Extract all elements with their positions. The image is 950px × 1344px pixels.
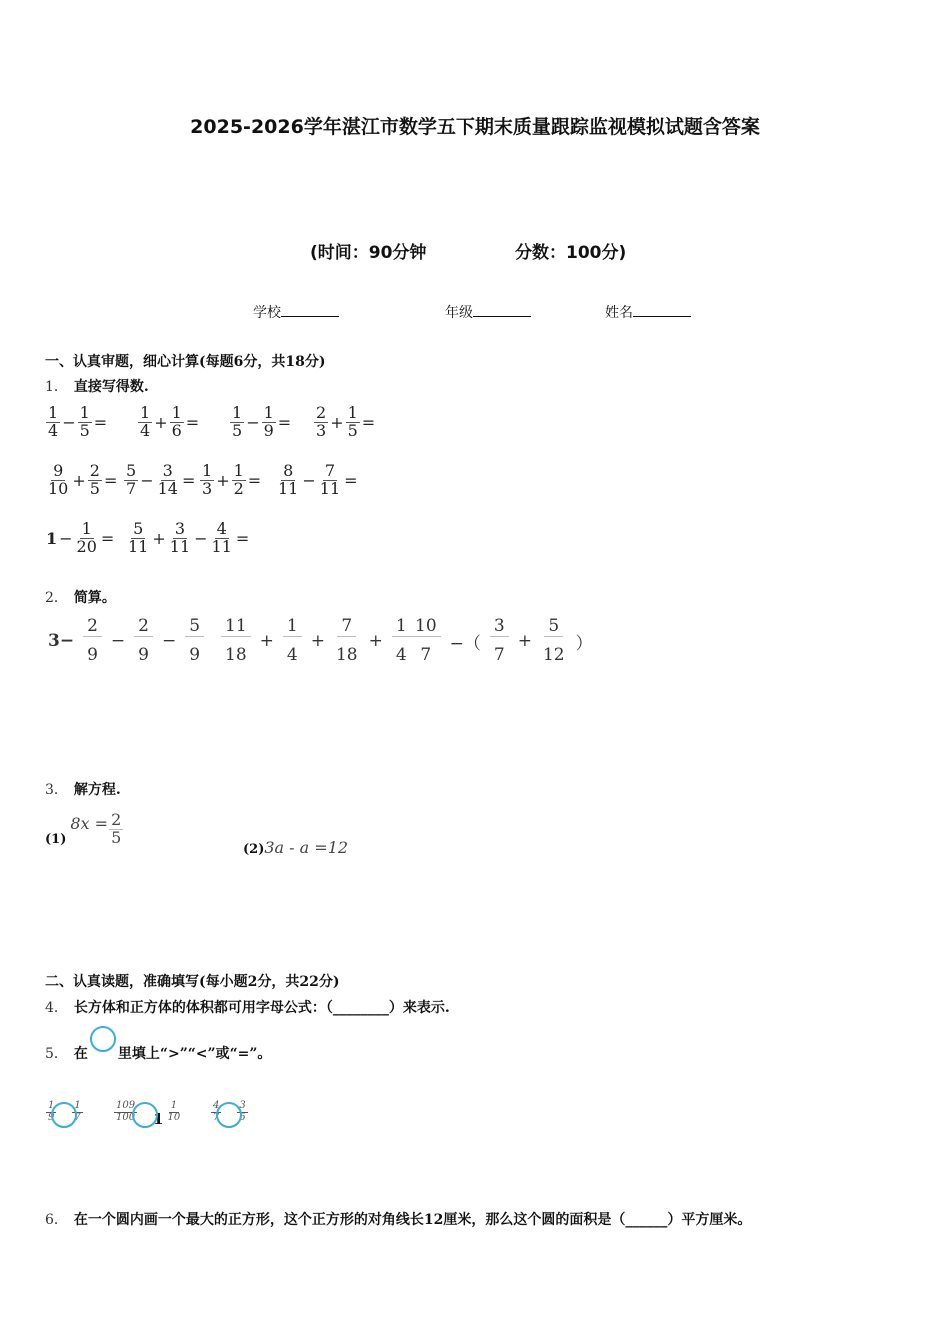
operator: + bbox=[154, 412, 168, 432]
fraction bbox=[210, 521, 234, 556]
fraction bbox=[230, 405, 244, 440]
operator: = bbox=[235, 528, 250, 548]
numerator: 1 bbox=[48, 1100, 55, 1111]
numerator: 1 bbox=[392, 618, 411, 637]
section-2-heading: 二、认真读题，准确填写(每小题2分，共22分) bbox=[45, 974, 340, 990]
question-number: 4． bbox=[45, 1000, 68, 1016]
operator: = bbox=[93, 412, 108, 432]
question-5 bbox=[45, 1043, 271, 1063]
operator: 1 bbox=[46, 528, 58, 548]
fraction bbox=[346, 405, 360, 440]
fraction bbox=[109, 812, 123, 847]
denominator: 5 bbox=[111, 827, 122, 847]
numerator: 2 bbox=[134, 618, 153, 637]
denominator: 20 bbox=[76, 536, 97, 556]
denominator: 5 bbox=[79, 420, 90, 440]
numerator: 2 bbox=[89, 461, 100, 480]
denominator: 4 bbox=[140, 420, 151, 440]
expression bbox=[215, 618, 417, 665]
name-field[interactable] bbox=[605, 302, 691, 322]
question-number: 5． bbox=[45, 1046, 68, 1062]
fraction bbox=[168, 521, 192, 556]
denominator: 7 bbox=[420, 644, 432, 665]
numerator: 1 bbox=[79, 403, 90, 422]
expression bbox=[45, 1096, 84, 1128]
denominator: 4 bbox=[395, 644, 407, 665]
denominator: 7 bbox=[493, 644, 505, 665]
fraction bbox=[46, 463, 70, 498]
school-label: 学校 bbox=[253, 305, 281, 321]
question-number: 1． bbox=[45, 379, 68, 395]
numerator: 5 bbox=[126, 461, 137, 480]
name-blank[interactable] bbox=[633, 304, 691, 317]
operator: − bbox=[59, 528, 73, 548]
denominator: 11 bbox=[169, 536, 191, 556]
equation-lhs: 8x = bbox=[70, 813, 109, 833]
denominator: 9 bbox=[189, 644, 201, 665]
operator: − bbox=[302, 470, 316, 490]
expression bbox=[137, 405, 200, 440]
fraction bbox=[78, 405, 92, 440]
denominator: 5 bbox=[239, 1111, 246, 1123]
numerator: 8 bbox=[283, 461, 294, 480]
equation-label: (1) bbox=[45, 831, 67, 847]
question-number: 2． bbox=[45, 590, 68, 606]
expression bbox=[229, 405, 292, 440]
denominator: 9 bbox=[263, 420, 274, 440]
numerator: 9 bbox=[53, 461, 64, 480]
numerator: 5 bbox=[133, 519, 144, 538]
expression bbox=[199, 463, 262, 498]
denominator: 11 bbox=[319, 478, 341, 498]
equation-label: (2) bbox=[243, 842, 265, 857]
equation-1 bbox=[45, 812, 124, 847]
expression bbox=[45, 463, 118, 498]
fraction bbox=[88, 463, 102, 498]
fraction bbox=[334, 618, 360, 665]
denominator: 3 bbox=[202, 478, 213, 498]
denominator: 18 bbox=[335, 644, 358, 665]
expression bbox=[45, 521, 115, 556]
operator: − bbox=[62, 412, 76, 432]
operator: − bbox=[246, 412, 260, 432]
operator: − bbox=[161, 631, 177, 652]
name-label: 姓名 bbox=[605, 305, 633, 321]
fraction bbox=[411, 618, 441, 665]
question-text: 在一个圆内画一个最大的正方形，这个正方形的对角线长12厘米，那么这个圆的面积是（______）平方厘米。 bbox=[73, 1212, 752, 1228]
operator: −（ bbox=[449, 633, 481, 654]
operator: + bbox=[152, 528, 166, 548]
numerator: 1 bbox=[170, 1100, 178, 1111]
expression bbox=[113, 1096, 183, 1128]
operator: = bbox=[100, 528, 115, 548]
fraction bbox=[200, 463, 214, 498]
operator: = bbox=[361, 412, 376, 432]
fraction bbox=[46, 405, 60, 440]
grade-label: 年级 bbox=[445, 305, 473, 321]
operator: − bbox=[110, 631, 126, 652]
denominator: 7 bbox=[126, 478, 137, 498]
operator: = bbox=[181, 470, 196, 490]
fraction bbox=[276, 463, 300, 498]
question-2 bbox=[45, 587, 116, 607]
numerator: 5 bbox=[185, 618, 204, 637]
fraction bbox=[221, 618, 251, 665]
operator: = bbox=[103, 470, 118, 490]
numerator: 4 bbox=[213, 1100, 220, 1111]
numerator: 10 bbox=[411, 618, 441, 637]
numerator: 1 bbox=[140, 403, 151, 422]
numerator: 3 bbox=[162, 461, 173, 480]
comparison-circle-icon bbox=[90, 1026, 116, 1052]
fraction bbox=[318, 463, 342, 498]
school-blank[interactable] bbox=[281, 304, 339, 317]
grade-blank[interactable] bbox=[473, 304, 531, 317]
question-number: 6． bbox=[45, 1212, 68, 1228]
denominator: 6 bbox=[171, 420, 182, 440]
fraction bbox=[262, 405, 276, 440]
fraction bbox=[134, 618, 153, 665]
denominator: 10 bbox=[48, 478, 69, 498]
numerator: 11 bbox=[221, 618, 251, 637]
numerator: 1 bbox=[233, 461, 244, 480]
operator: = bbox=[344, 470, 358, 490]
operator: = bbox=[247, 470, 262, 490]
numerator: 1 bbox=[263, 403, 274, 422]
question-text: 直接写得数. bbox=[73, 379, 149, 395]
denominator: 11 bbox=[278, 478, 299, 498]
numerator: 1 bbox=[81, 519, 92, 538]
numerator: 5 bbox=[544, 618, 563, 637]
operator: + bbox=[72, 470, 86, 490]
expression bbox=[125, 521, 250, 556]
denominator: 10 bbox=[167, 1111, 181, 1123]
fraction bbox=[126, 521, 150, 556]
fraction bbox=[75, 521, 99, 556]
question-1 bbox=[45, 376, 149, 396]
section-1-heading: 一、认真审题，细心计算(每题6分，共18分) bbox=[45, 354, 326, 370]
equation-2 bbox=[243, 838, 348, 857]
numerator: 1 bbox=[74, 1100, 81, 1111]
fraction bbox=[124, 463, 138, 498]
operator: = bbox=[277, 412, 292, 432]
numerator: 7 bbox=[324, 461, 336, 480]
denominator: 4 bbox=[48, 420, 59, 440]
operator: 3− bbox=[48, 631, 75, 652]
fraction bbox=[541, 618, 567, 665]
question-text: 简算。 bbox=[73, 590, 116, 606]
denominator: 100 bbox=[116, 1111, 136, 1123]
numerator: 1 bbox=[347, 403, 358, 422]
denominator: 5 bbox=[347, 420, 358, 440]
denominator: 14 bbox=[157, 478, 178, 498]
numerator: 1 bbox=[202, 461, 213, 480]
comparison-circle-icon[interactable] bbox=[216, 1102, 242, 1128]
denominator: 18 bbox=[225, 644, 247, 665]
operator: − bbox=[140, 470, 154, 490]
denominator: 5 bbox=[232, 420, 243, 440]
numerator: 3 bbox=[490, 618, 509, 637]
numerator: 2 bbox=[316, 403, 327, 422]
page-title: 2025-2026学年湛江市数学五下期末质量跟踪监视模拟试题含答案 bbox=[190, 116, 760, 138]
numerator: 7 bbox=[337, 618, 356, 637]
operator: = bbox=[185, 412, 200, 432]
denominator: 12 bbox=[542, 644, 565, 665]
denominator: 7 bbox=[213, 1111, 220, 1123]
denominator: 11 bbox=[128, 536, 149, 556]
operator: + bbox=[368, 631, 383, 652]
numerator: 2 bbox=[111, 810, 122, 829]
expression bbox=[313, 405, 376, 440]
numerator: 2 bbox=[83, 618, 102, 637]
expression bbox=[45, 618, 210, 665]
numerator: 3 bbox=[239, 1100, 246, 1111]
operator: ） bbox=[575, 633, 593, 654]
question-6 bbox=[45, 1209, 751, 1229]
operator: 1 bbox=[153, 1110, 164, 1128]
equation-expr: 3a - a =12 bbox=[264, 838, 349, 857]
denominator: 9 bbox=[48, 1111, 55, 1123]
fraction bbox=[283, 618, 302, 665]
comparison-circle-icon[interactable] bbox=[132, 1102, 158, 1128]
grade-field[interactable] bbox=[445, 302, 531, 322]
denominator: 3 bbox=[316, 420, 327, 440]
expression bbox=[45, 405, 108, 440]
fraction bbox=[138, 405, 152, 440]
fraction bbox=[83, 618, 102, 665]
numerator: 1 bbox=[171, 403, 182, 422]
denominator: 4 bbox=[286, 644, 298, 665]
question-number: 3． bbox=[45, 782, 68, 798]
time-label: (时间：90分钟 bbox=[310, 243, 427, 263]
fraction bbox=[490, 618, 509, 665]
denominator: 5 bbox=[89, 478, 100, 498]
fraction bbox=[170, 405, 184, 440]
operator: + bbox=[517, 631, 532, 652]
denominator: 9 bbox=[87, 644, 98, 665]
fraction bbox=[232, 463, 246, 498]
operator: + bbox=[259, 631, 274, 652]
school-field[interactable] bbox=[253, 302, 339, 322]
denominator: 9 bbox=[138, 644, 149, 665]
question-text-post: 里填上“>”“<”或“=”。 bbox=[117, 1046, 272, 1062]
operator: + bbox=[216, 470, 230, 490]
question-text: 长方体和正方体的体积都可用字母公式：（________）来表示. bbox=[73, 1000, 450, 1016]
operator: + bbox=[310, 631, 325, 652]
denominator: 2 bbox=[233, 478, 244, 498]
numerator: 1 bbox=[283, 618, 302, 637]
fraction bbox=[156, 463, 180, 498]
comparison-circle-icon[interactable] bbox=[51, 1102, 77, 1128]
question-text-pre: 在 bbox=[73, 1046, 88, 1062]
fraction bbox=[185, 618, 204, 665]
numerator: 109 bbox=[116, 1100, 136, 1111]
numerator: 4 bbox=[216, 519, 227, 538]
numerator: 3 bbox=[174, 519, 186, 538]
expression bbox=[210, 1096, 249, 1128]
numerator: 1 bbox=[232, 403, 243, 422]
question-4 bbox=[45, 997, 450, 1017]
operator: − bbox=[194, 528, 208, 548]
numerator: 1 bbox=[48, 403, 59, 422]
fraction bbox=[166, 1101, 183, 1123]
question-text: 解方程. bbox=[73, 782, 121, 798]
expression bbox=[405, 618, 596, 665]
question-3 bbox=[45, 779, 121, 799]
expression bbox=[123, 463, 196, 498]
operator: + bbox=[330, 412, 344, 432]
denominator: 7 bbox=[74, 1111, 81, 1123]
denominator: 11 bbox=[211, 536, 232, 556]
fraction bbox=[314, 405, 328, 440]
expression bbox=[275, 463, 359, 498]
score-label: 分数：100分) bbox=[515, 243, 627, 263]
